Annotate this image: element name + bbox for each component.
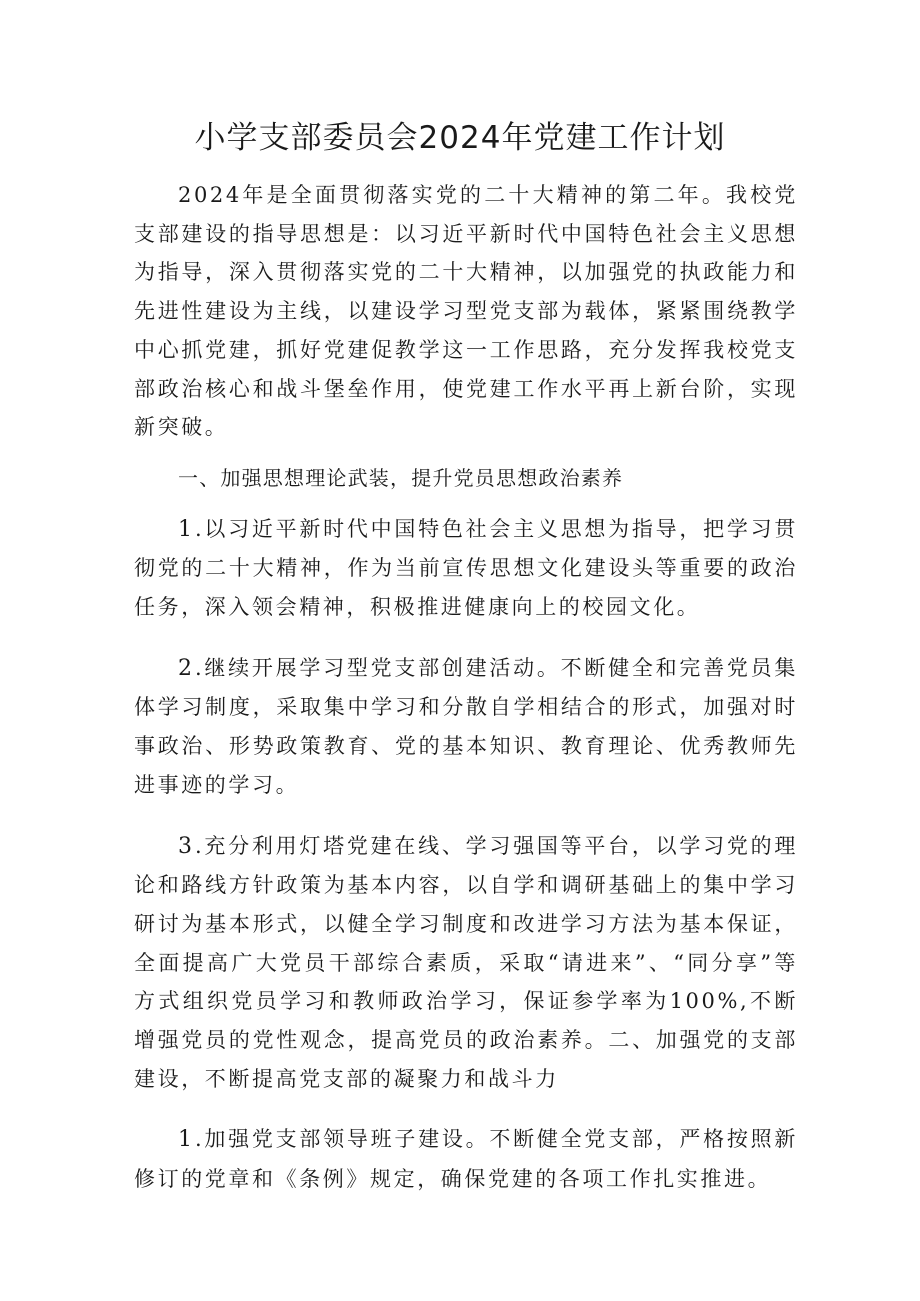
paragraph-spacer xyxy=(134,447,798,459)
section-heading-1: 一、加强思想理论武装，提升党员思想政治素养 xyxy=(178,465,624,490)
item-text: .充分利用灯塔党建在线、学习强国等平台，以学习党的理论和路线方针政策为基本内容，以自学和调研基础上的集中学习研讨为基本形式，以健全学习制度和改进学习方法为基本保证，全面提高广大党员干部综合素质，采取“请进来”、“同分享”等方式组织党员学习和教师政治学习，保证参学率为100%,不断增强党员的党性观念，提高党员的政治素养。二、加强党的支部建设，不断提高党支部的凝聚力和战斗力 xyxy=(134,833,799,1091)
list-item-1 xyxy=(134,510,798,627)
paragraph-spacer xyxy=(134,805,798,827)
item-number: 3 xyxy=(178,833,195,859)
paragraph-spacer xyxy=(134,1098,798,1120)
paragraph-spacer xyxy=(134,627,798,649)
list-item-3 xyxy=(134,827,798,1099)
item-number: 2 xyxy=(178,655,195,681)
item-number: 1 xyxy=(178,516,195,542)
list-item-4 xyxy=(134,1120,798,1198)
item-text: .加强党支部领导班子建设。不断健全党支部，严格按照新修订的党章和《条例》规定，确保党建的各项工作扎实推进。 xyxy=(134,1127,798,1192)
paragraph-spacer xyxy=(134,498,798,510)
document-title: 小学支部委员会2024年党建工作计划 xyxy=(194,120,726,156)
item-number: 1 xyxy=(178,1127,195,1153)
item-text: .以习近平新时代中国特色社会主义思想为指导，把学习贯彻党的二十大精神，作为当前宣传思想文化建设头等重要的政治任务，深入领会精神，积极推进健康向上的校园文化。 xyxy=(134,516,798,620)
intro-paragraph: 2024年是全面贯彻落实党的二十大精神的第二年。我校党支部建设的指导思想是：以习近平新时代中国特色社会主义思想为指导，深入贯彻落实党的二十大精神，以加强党的执政能力和先进性建设为主线，以建设学习型党支部为载体，紧紧围绕教学中心抓党建，抓好党建促教学这一工作思路，充分发挥我校党支部政治核心和战斗堡垒作用，使党建工作水平再上新台阶，实现新突破。 xyxy=(134,183,798,440)
document-body xyxy=(134,176,798,1199)
list-item-2 xyxy=(134,649,798,805)
item-text: .继续开展学习型党支部创建活动。不断健全和完善党员集体学习制度，采取集中学习和分散自学相结合的形式，加强对时事政治、形势政策教育、党的基本知识、教育理论、优秀教师先进事迹的学习。 xyxy=(134,655,798,797)
